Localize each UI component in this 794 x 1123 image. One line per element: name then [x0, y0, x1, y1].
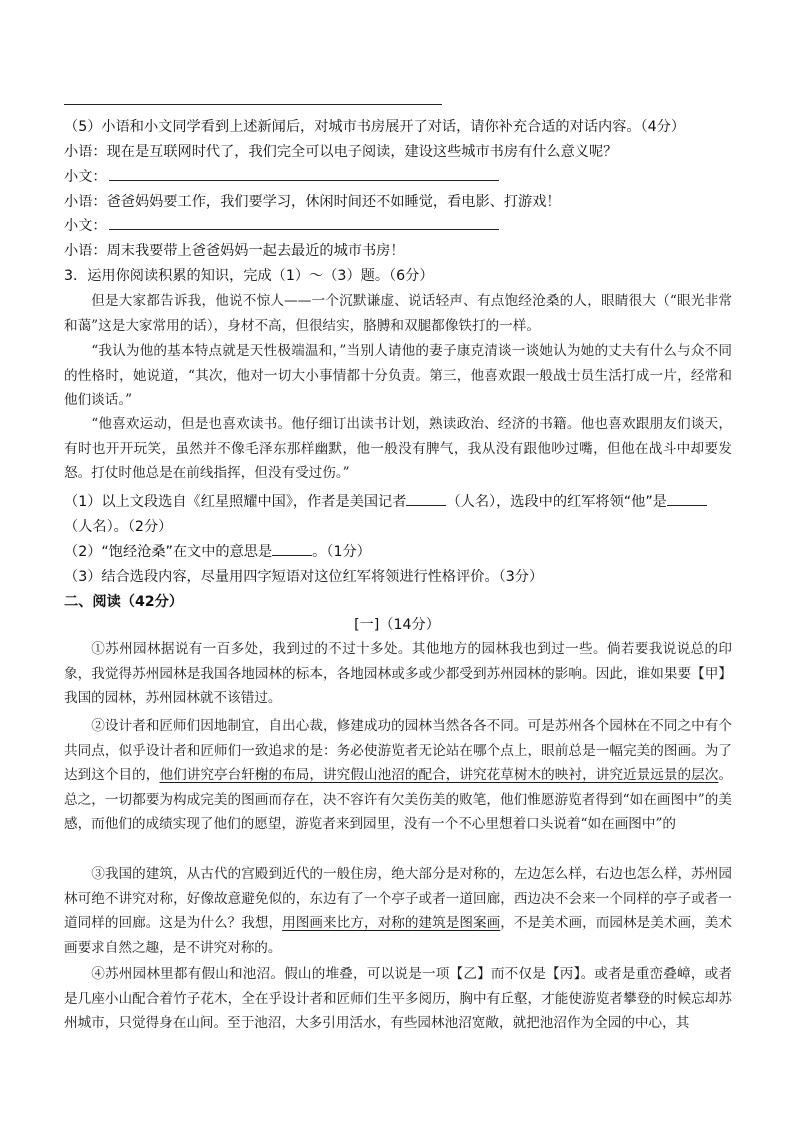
dialogue-line-2 [64, 166, 499, 186]
dialogue-line-4 [64, 215, 499, 235]
section-2-heading: 二、阅读（42分） [64, 594, 184, 610]
excerpt-paragraph-1: 但是大家都告诉我，他说不惊人——一个沉默谦虚、说话轻声、有点饱经沧桑的人，眼睛很大（“眼光非常和蔼”这是大家常用的话），身材不高，但很结实，胳膊和双腿都像铁打的一样。 [64, 293, 732, 334]
reading-paragraph-1: ①苏州园林据说有一百多处，我到过的不过十多处。其他地方的园林我也到过一些。倘若要我说说总的印象，我觉得苏州园林是我国各地园林的标本，各地园林或多或少都受到苏州园林的影响。因此，谁如果要【甲】我国的园林，苏州园林就不该错过。 [64, 641, 732, 706]
reading-paragraph-4: ④苏州园林里都有假山和池沼。假山的堆叠，可以说是一项【乙】而不仅是【丙】。或者是重峦叠嶂，或者是几座小山配合着竹子花木，全在乎设计者和匠师们生平多阅历，胸中有丘壑，才能使游览者攀登的时候忘却苏州城市，只觉得身在山间。至于池沼，大多引用活水，有些园林池沼宽敞，就把池沼作为全园的中心，其 [64, 966, 732, 1031]
dialogue-line-3: 小语：爸爸妈妈要工作，我们要学习，休闲时间还不如睡觉，看电影、打游戏！ [64, 194, 561, 210]
sub-question-2 [64, 541, 371, 561]
top-rule [64, 104, 442, 105]
reading-paragraph-3-underlined: 用图画来比方，对称的建筑是图案画 [282, 915, 501, 931]
sub-question-2-text-a: （2）“饱经沧桑”在文中的意思是 [64, 544, 273, 560]
reading-paragraph-3 [64, 862, 732, 960]
dialogue-line-5: 小语：周末我要带上爸爸妈妈一起去最近的城市书房！ [64, 243, 405, 259]
excerpt-paragraph-2: “我认为他的基本特点就是天性极端温和，”当别人请他的妻子康克清谈一谈她认为她的丈夫有什么与众不同的性格时，她说道，“其次，他对一切大小事情都十分负责。第三，他喜欢跟一般战士员生活打成一片，经常和他们谈话。” [64, 343, 732, 408]
blank-meaning[interactable] [272, 543, 312, 556]
speaker-xiaowen: 小文： [64, 218, 107, 234]
sub-question-1-text-b: （人名），选段中的红军将领“他”是 [446, 494, 667, 510]
blank-author[interactable] [406, 493, 446, 506]
answer-blank-2[interactable] [109, 215, 499, 230]
sub-question-2-text-b: 。（1分） [312, 544, 371, 560]
sub-question-1-cont: （人名）。（2分） [64, 519, 173, 535]
question-3-title: 3．运用你阅读积累的知识，完成（1）～（3）题。（6分） [64, 268, 434, 284]
answer-blank-1[interactable] [109, 166, 499, 181]
reading-paragraph-2 [64, 714, 732, 837]
speaker-xiaowen: 小文： [64, 169, 107, 185]
sub-question-1 [64, 491, 707, 511]
question-5: （5）小语和小文同学看到上述新闻后，对城市书房展开了对话，请你补充合适的对话内容。（4分） [64, 119, 686, 135]
reading-paragraph-3-part-b: ，不是美术画，而园林是美术画，美术画要求自然之趣，是不讲究对称的。 [64, 915, 733, 956]
sub-question-3: （3）结合选段内容，尽量用四字短语对这位红军将领进行性格评价。（3分） [64, 569, 544, 585]
dialogue-line-1: 小语：现在是互联网时代了，我们完全可以电子阅读，建设这些城市书房有什么意义呢？ [64, 144, 618, 160]
excerpt-paragraph-3: “他喜欢运动，但是也喜欢读书。他仔细订出读书计划，熟读政治、经济的书籍。他也喜欢跟朋友们谈天，有时也开开玩笑，虽然并不像毛泽东那样幽默，他一般没有脾气，我从没有跟他吵过嘴，但他在战斗中却要发怒。打仗时他总是在前线指挥，但没有受过伤。” [64, 416, 732, 481]
sub-question-1-text-a: （1）以上文段选自《红星照耀中国》，作者是美国记者 [64, 494, 407, 510]
reading-paragraph-2-underlined: 他们讲究亭台轩榭的布局，讲究假山池沼的配合，讲究花草树木的映衬，讲究近景远景的层次 [159, 767, 719, 783]
reading-paragraph-2-part-b: 。总之，一切都要为构成完美的图画而存在，决不容许有欠美伤美的败笔，他们惟愿游览者得到“如在画图中”的美感，而他们的成绩实现了他们的愿望，游览者来到园里，没有一个不心里想着口头说着“如在画图中”的 [64, 767, 733, 832]
section-2-subheading: [一]（14分） [354, 617, 440, 633]
blank-general[interactable] [667, 493, 707, 506]
reading-paragraph-2-part-a: ②设计者和匠师们因地制宜，自出心裁，修建成功的园林当然各各不同。可是苏州各个园林在不同之中有个共同点，似乎设计者和匠师们一致追求的是：务必使游览者无论站在哪个点上，眼前总是一幅完美的图画。为了达到这个目的， [64, 718, 732, 783]
reading-paragraph-3-part-a: ③我国的建筑，从古代的宫殿到近代的一般住房，绝大部分是对称的，左边怎么样，右边也怎么样，苏州园林可绝不讲究对称，好像故意避免似的，东边有了一个亭子或者一道回廊，西边决不会来一个同样的亭子或者一道同样的回廊。这是为什么？我想， [64, 866, 732, 931]
